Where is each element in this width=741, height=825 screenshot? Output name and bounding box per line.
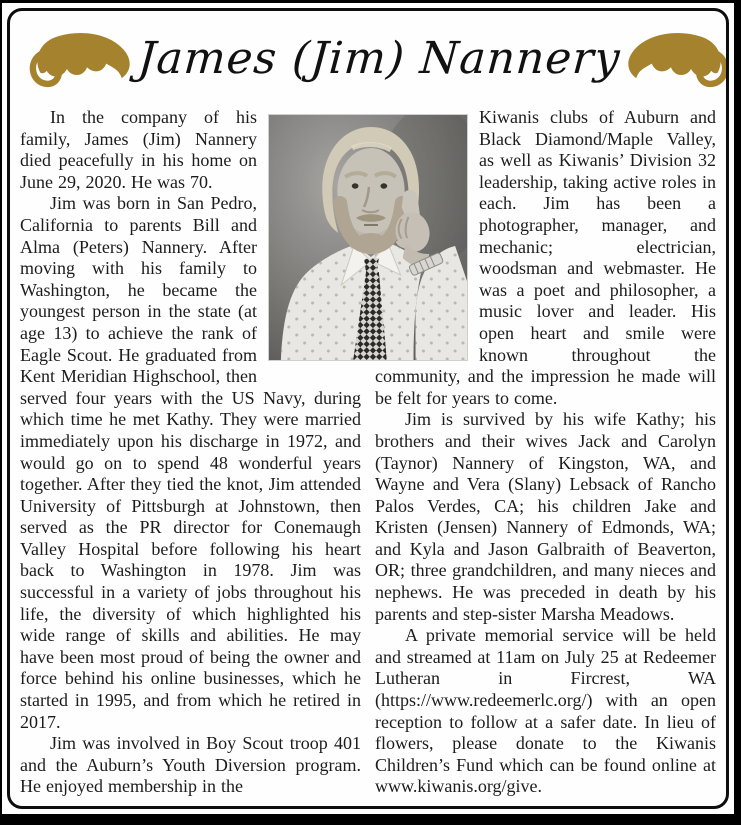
paragraph-community-continued: Kiwanis clubs of Auburn and Black Diamond/Maple Valley, as well as Kiwanis’ Division 32 leadership, taking active roles in each. Jim has been a photographer, manager, and mechanic; electrician, woodsman and webmaster. He was a poet and philosopher, a music lover and leader. His open heart and smile were known throughout the community, and the impression he made will be felt for years to come. — [375, 107, 716, 408]
paragraph-memorial-service: A private memorial service will be held and streamed at 11am on July 25 at Redeemer Lutheran in Fircrest, WA (https://www.redeemerlc.org/) with an open reception to follow at a safer date. In lieu of flowers, please donate to the Kiwanis Children’s Fund which can be found online at www.kiwanis.org/give. — [375, 625, 716, 797]
page-title: James (Jim) Nannery — [136, 32, 623, 84]
decorative-border — [7, 8, 729, 809]
obituary-card — [2, 3, 734, 814]
header — [20, 13, 716, 101]
paragraph-survived-by: Jim is survived by his wife Kathy; his brothers and their wives Jack and Carolyn (Taynor) Nannery of Kingston, WA, and Wayne and Vera (Slany) Lebsack of Rancho Palos Verdes, CA; his children Jake and Kristen (Jensen) Nannery of Edmonds, WA; and Kyla and Jason Galbraith of Beaverton, OR; three grandchildren, and many nieces and nephews. He was preceded in death by his parents and step-sister Marsha Meadows. — [375, 409, 716, 624]
leaf-flourish-icon — [26, 27, 138, 91]
paragraph-intro: In the company of his family, James (Jim) Nannery died peacefully in his home on June 29, 2020. He was 70. — [20, 107, 257, 192]
paragraph-life-story: Jim was born in San Pedro, California to parents Bill and Alma (Peters) Nannery. After moving with his family to Washington, he became the youngest person in the state (at age 13) to achieve the rank of Eagle Scout. He graduated from Kent Meridian Highschool, then served four years with the US Navy, during which time he met Kathy. They were married immediately upon his discharge in 1972, and would go on to spend 48 wonderful years together. After they tied the knot, Jim attended University of Pittsburgh at Johnstown, then served as the PR director for Conemaugh Valley Hospital before following his heart back to Washington in 1978. Jim was successful in a variety of jobs throughout his life, the diversity of which highlighted his wide range of skills and abilities. He may have been most proud of being the owner and force behind his online businesses, which he started in 1995, and from which he retired in 2017. — [20, 193, 361, 732]
paragraph-community: Jim was involved in Boy Scout troop 401 and the Auburn’s Youth Diversion program. He enjoyed membership in the — [20, 733, 361, 797]
leaf-flourish-icon — [620, 27, 729, 91]
obituary-body — [20, 107, 716, 798]
portrait-photo — [269, 115, 467, 360]
portrait-illustration — [269, 115, 467, 360]
